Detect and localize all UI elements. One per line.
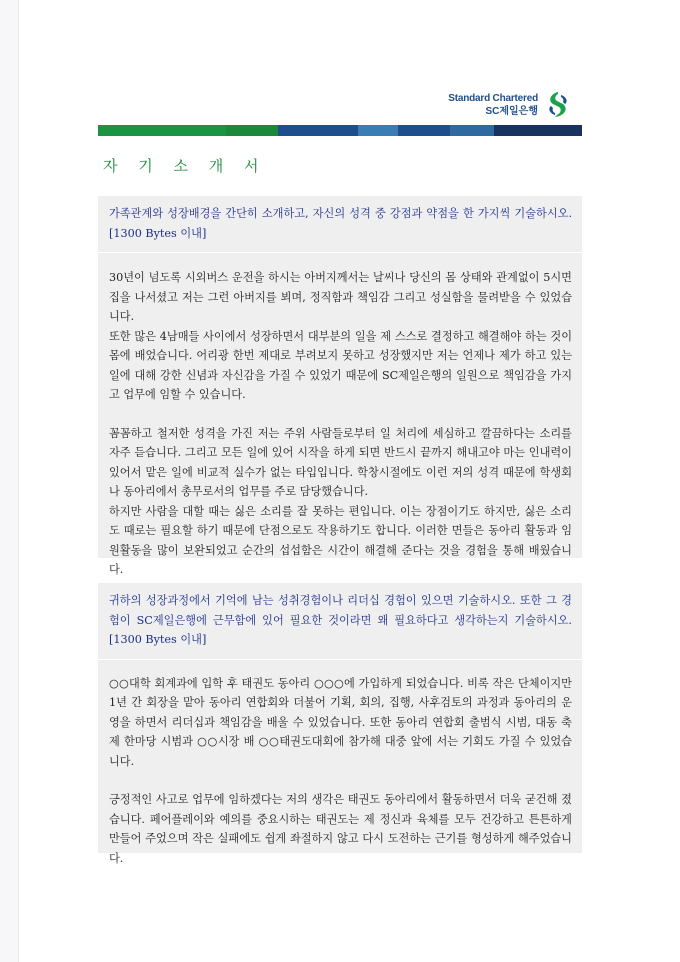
section-2-paragraph: 긍정적인 사고로 업무에 임하겠다는 저의 생각은 태권도 동아리에서 활동하면서 더욱 굳건해 졌습니다. 페어플레이와 예의를 중요시하는 태권도는 제 정신과 육체를 모두 건강하고 튼튼하게 만들어 주었으며 작은 실패에도 쉽게 좌절하지 않고 다시 도전하는 근기를 형성하게 해주었습니다.: [109, 793, 572, 865]
stripe-segment: [226, 125, 278, 136]
section-1-paragraph: 30년이 넘도록 시외버스 운전을 하시는 아버지께서는 날씨나 당신의 몸 상태와 관계없이 5시면 집을 나서셨고 저는 그런 아버지를 뵈며, 정직함과 책임감 그리고 성실함을 물려받을 수 있었습니다.: [109, 271, 572, 323]
stripe-segment: [450, 125, 494, 136]
logo-line-english: Standard Chartered: [448, 93, 538, 104]
logo-line-korean: SC제일은행: [485, 106, 538, 117]
section-2: [98, 583, 582, 865]
section-1-question: 가족관계와 성장배경을 간단히 소개하고, 자신의 성격 중 강점과 약점을 한 가지씩 기술하시오. [1300 Bytes 이내]: [109, 207, 572, 240]
company-logo: [392, 92, 572, 128]
standard-chartered-logo-icon: [544, 90, 572, 120]
section-2-paragraph: ○○대학 회계과에 입학 후 태권도 동아리 ○○○에 가입하게 되었습니다. 비록 작은 단체이지만 1년 간 회장을 맡아 동아리 연합회와 더불어 기획, 회의, 집행, 사후검토의 과정과 동아리의 운영을 하면서 리더십과 책임감을 배울 수 있었습니다. 또한 동아리 연합회 출범식 시범, 대동 축제 한마당 시범과 ○○시장 배 ○○태권도대회에 참가해 대중 앞에 서는 기회도 가질 수 있었습니다.: [109, 676, 572, 768]
logo-text: [448, 92, 538, 118]
section-1-paragraph: 하지만 사람을 대할 때는 싫은 소리를 잘 못하는 편입니다. 이는 장점이기도 하지만, 싫은 소리도 때로는 필요할 하기 때문에 단점으로도 작용하기도 합니다. 이러한 면들은 동아리 활동과 임원활동을 많이 보완되었고 순간의 섭섭함은 시간이 해결해 준다는 것을 경험을 통해 배웠습니다.: [109, 504, 572, 576]
page-title: 자 기 소 개 서: [103, 157, 267, 175]
stripe-segment: [494, 125, 582, 136]
stripe-segment: [398, 125, 450, 136]
section-1: [98, 196, 582, 576]
section-1-paragraph: 또한 많은 4남매들 사이에서 성장하면서 대부분의 일을 제 스스로 결정하고 해결해야 하는 것이 몸에 배었습니다. 어리광 한번 제대로 부려보지 못하고 성장했지만 저는 언제나 제가 하고 있는 일에 대해 강한 신념과 자신감을 가질 수 있었기 때문에 SC제일은행의 일원으로 책임감을 가지고 업무에 임할 수 있습니다.: [109, 329, 572, 401]
stripe-segment: [358, 125, 398, 136]
stripe-segment: [98, 125, 226, 136]
section-2-question: 귀하의 성장과정에서 기억에 남는 성취경험이나 리더십 경험이 있으면 기술하시오. 또한 그 경험이 SC제일은행에 근무함에 있어 필요한 것이라면 왜 필요하다고 생각하는지 기술하시오. [1300 Bytes 이내]: [109, 594, 572, 646]
header-color-stripe: [98, 125, 582, 136]
page-left-margin: [0, 0, 19, 962]
section-1-paragraph: 꼼꼼하고 철저한 성격을 가진 저는 주위 사람들로부터 일 처리에 세심하고 깔끔하다는 소리를 자주 듣습니다. 그리고 모든 일에 있어 시작을 하게 되면 반드시 끝까지 해내고야 마는 인내력이 있어서 맡은 일에 비교적 실수가 없는 타입입니다. 학창시절에도 이런 저의 성격 때문에 학생회나 동아리에서 총무로서의 업무를 주로 담당했습니다.: [109, 426, 572, 498]
stripe-segment: [278, 125, 358, 136]
